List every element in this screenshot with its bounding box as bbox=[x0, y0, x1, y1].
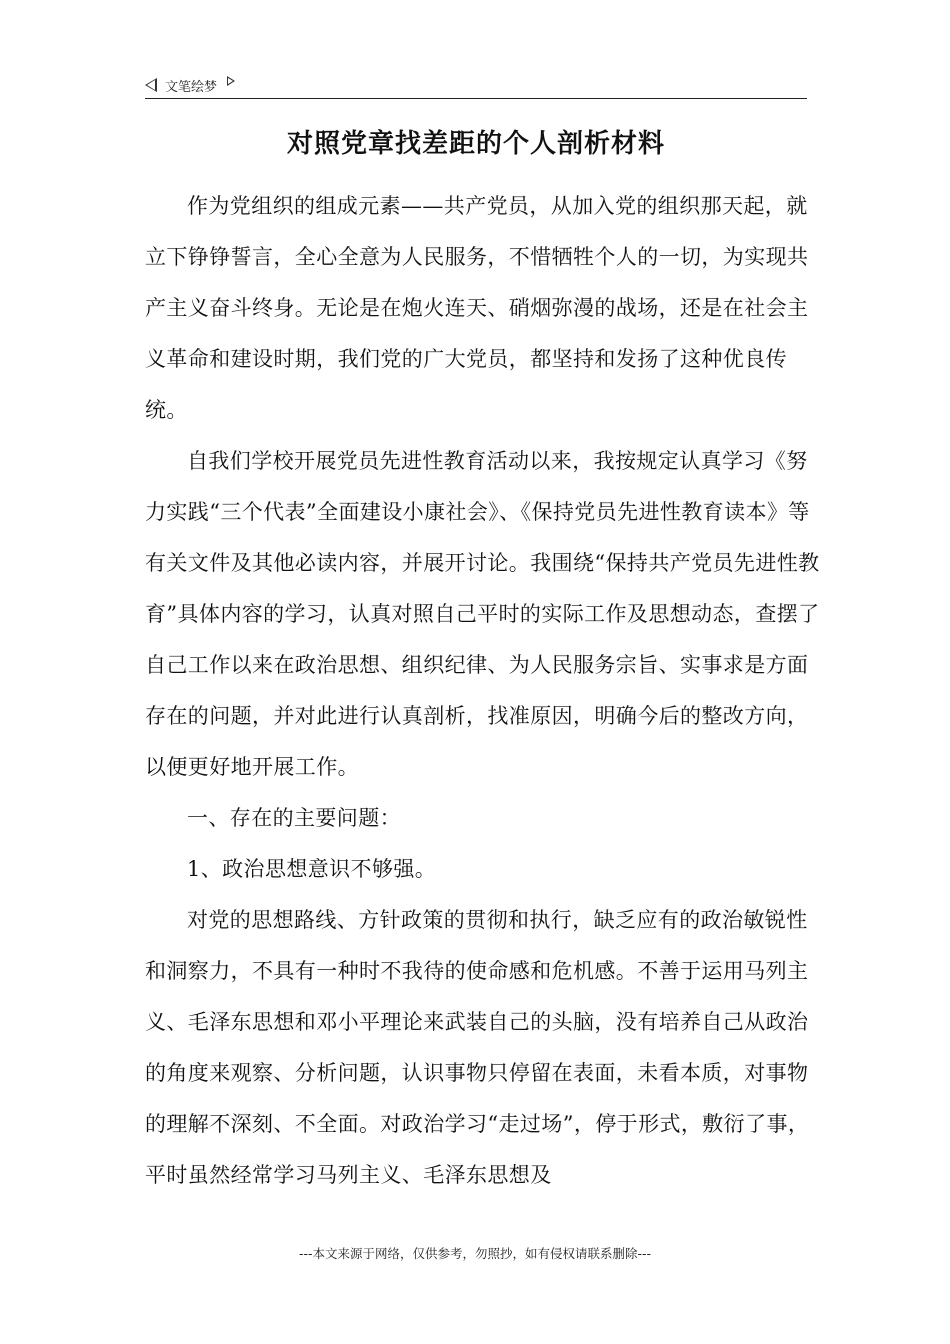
page-header bbox=[145, 72, 807, 99]
paragraph: 作为党组织的组成元素——共产党员，从加入党的组织那天起，就立下铮铮誓言，全心全意为人民服务，不惜牺牲个人的一切，为实现共产主义奋斗终身。无论是在炮火连天、硝烟弥漫的战场，还是在社会主义革命和建设时期，我们党的广大党员，都坚持和发扬了这种优良传统。 bbox=[145, 194, 809, 422]
document-body bbox=[145, 181, 825, 1201]
subsection-heading: 1、政治思想意识不够强。 bbox=[187, 857, 437, 881]
paragraph: 对党的思想路线、方针政策的贯彻和执行，缺乏应有的政治敏锐性和洞察力，不具有一种时不我待的使命感和危机感。不善于运用马列主义、毛泽东思想和邓小平理论来武装自己的头脑，没有培养自己从政治的角度来观察、分析问题，认识事物只停留在表面，未看本质，对事物的理解不深刻、不全面。对政治学习“走过场”，停于形式，敷衍了事，平时虽然经常学习马列主义、毛泽东思想及 bbox=[145, 908, 810, 1187]
right-triangle-icon bbox=[227, 76, 235, 86]
header-brand: 文笔绘梦 bbox=[165, 79, 218, 95]
left-triangle-icon bbox=[145, 78, 157, 92]
document-title: 对照党章找差距的个人剖析材料 bbox=[286, 129, 665, 159]
section-heading: 一、存在的主要问题： bbox=[187, 806, 401, 830]
paragraph: 自我们学校开展党员先进性教育活动以来，我按规定认真学习《努力实践“三个代表”全面建设小康社会》、《保持党员先进性教育读本》等有关文件及其他必读内容，并展开讨论。我围绕“保持共产党员先进性教育”具体内容的学习，认真对照自己平时的实际工作及思想动态，查摆了自己工作以来在政治思想、组织纪律、为人民服务宗旨、实事求是方面存在的问题，并对此进行认真剖析，找准原因，明确今后的整改方向，以便更好地开展工作。 bbox=[145, 449, 820, 779]
footer-disclaimer: ---本文来源于网络，仅供参考，勿照抄，如有侵权请联系删除--- bbox=[298, 1246, 652, 1261]
